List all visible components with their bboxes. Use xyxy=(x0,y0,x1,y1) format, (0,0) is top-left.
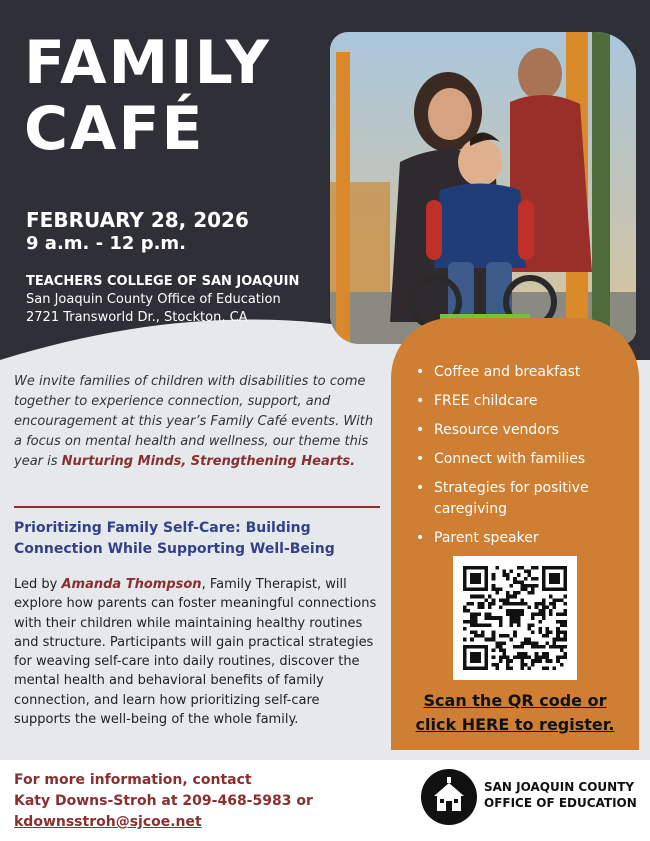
presenter-name: Amanda Thompson xyxy=(61,577,202,592)
logo-line-1: SAN JOAQUIN COUNTY xyxy=(484,780,635,794)
title-line-1: FAMILY xyxy=(24,28,271,98)
event-title xyxy=(24,30,271,162)
list-item: • Strategies for positive caregiving xyxy=(414,478,629,520)
register-link[interactable] xyxy=(391,689,639,737)
register-line-1[interactable]: Scan the QR code or xyxy=(423,691,607,710)
benefits-list xyxy=(414,362,629,557)
address-line-2: 2721 Transworld Dr., Stockton, CA xyxy=(26,310,248,325)
intro-text: We invite families of children with disabilities to come together to experience connection, support, and encouragement at this year’s Family Café events. With a focus on mental health and wellness, our theme this year is xyxy=(14,374,374,469)
theme-text: Nurturing Minds, Strengthening Hearts. xyxy=(61,454,356,469)
list-item: • Resource vendors xyxy=(414,420,629,441)
event-date: FEBRUARY 28, 2026 xyxy=(26,208,249,232)
section-divider xyxy=(14,506,380,508)
list-item: • FREE childcare xyxy=(414,391,629,412)
list-item: • Parent speaker xyxy=(414,528,629,549)
intro-paragraph xyxy=(14,372,374,472)
event-time: 9 a.m. - 12 p.m. xyxy=(26,233,187,254)
address-line-1: San Joaquin County Office of Education xyxy=(26,292,281,307)
session-description xyxy=(14,575,380,729)
family-playground-photo xyxy=(330,32,636,344)
logo-line-2: OFFICE OF EDUCATION xyxy=(484,796,637,810)
contact-info xyxy=(14,770,374,833)
contact-line-1: For more information, contact xyxy=(14,772,252,788)
organization-logo-text xyxy=(484,779,637,811)
list-item: • Connect with families xyxy=(414,449,629,470)
session-title: Prioritizing Family Self-Care: Building Connection While Supporting Well-Being xyxy=(14,520,335,557)
contact-email-link[interactable]: kdownsstroh@sjcoe.net xyxy=(14,814,202,830)
schoolhouse-logo-icon xyxy=(420,768,478,826)
title-line-2: CAFÉ xyxy=(24,94,205,164)
description-text: , Family Therapist, will explore how parents can foster meaningful connections with their children while maintaining healthy routines and structure. Participants will gain practical strategies for weaving self-care into daily routines, discover the mental health and behavioral benefits of family connection, and learn how prioritizing self-care supports the well-being of the whole family. xyxy=(14,577,377,728)
list-item: • Coffee and breakfast xyxy=(414,362,629,383)
contact-line-2: Katy Downs-Stroh at 209-468-5983 or xyxy=(14,793,313,809)
led-by-label: Led by xyxy=(14,577,58,592)
event-venue: TEACHERS COLLEGE OF SAN JOAQUIN xyxy=(26,274,300,289)
register-line-2[interactable]: click HERE to register. xyxy=(415,715,615,734)
qr-code-icon[interactable] xyxy=(453,556,577,680)
